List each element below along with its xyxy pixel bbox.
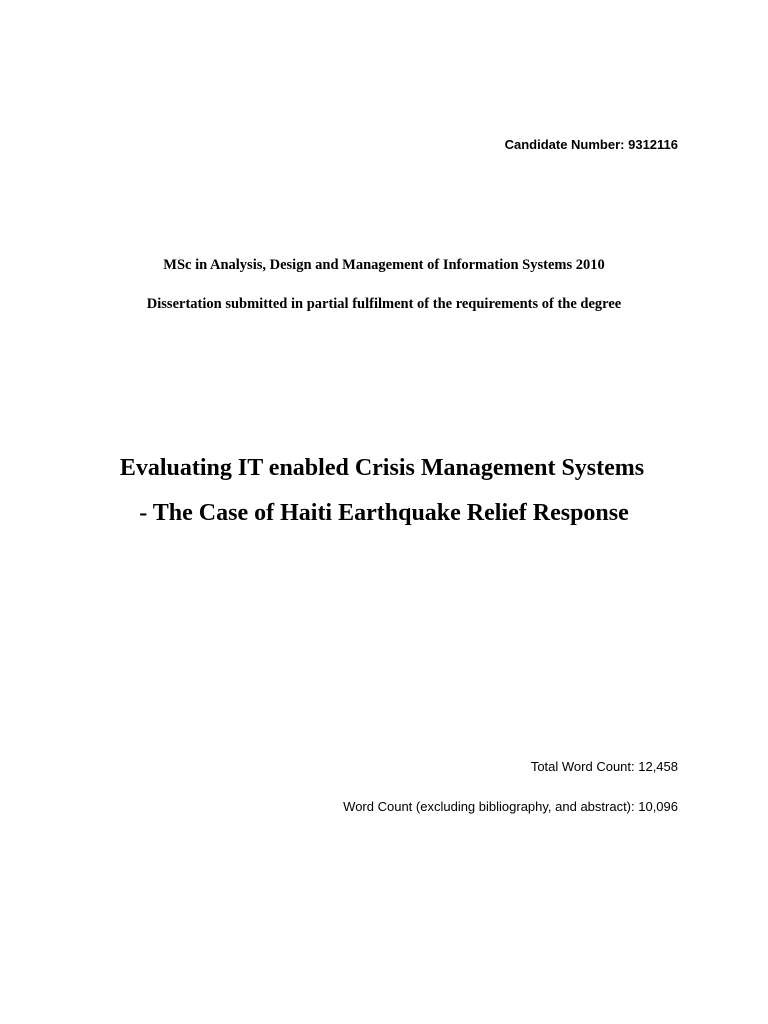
- dissertation-title-line-2: - The Case of Haiti Earthquake Relief Response: [139, 500, 629, 526]
- submission-statement: Dissertation submitted in partial fulfilment of the requirements of the degree: [146, 296, 622, 312]
- programme-name: MSc in Analysis, Design and Management of Information Systems 2010: [163, 257, 605, 273]
- word-count-excluding: Word Count (excluding bibliography, and abstract): 10,096: [343, 799, 678, 814]
- candidate-number: Candidate Number: 9312116: [504, 137, 678, 152]
- total-word-count: Total Word Count: 12,458: [530, 759, 678, 774]
- dissertation-title-line-1: Evaluating IT enabled Crisis Management Systems: [119, 455, 645, 481]
